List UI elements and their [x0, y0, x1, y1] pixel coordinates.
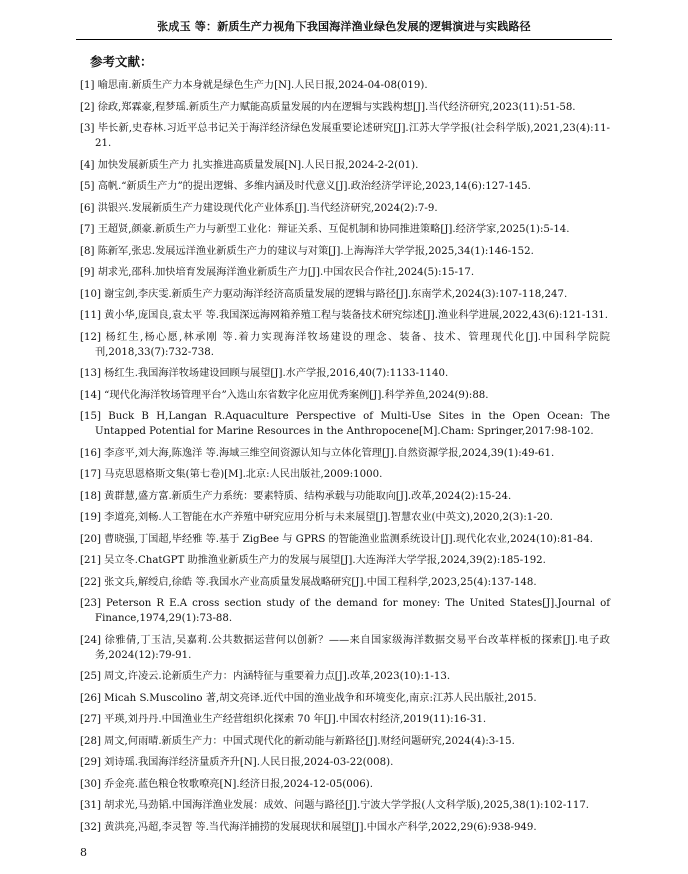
- reference-number: [20]: [80, 533, 101, 545]
- reference-item: [80, 222, 610, 237]
- reference-item: [80, 78, 610, 93]
- reference-number: [24]: [80, 634, 101, 646]
- reference-text: 李道亮,刘畅.人工智能在水产养殖中研究应用分析与未来展望[J].智慧农业(中英文),2020,2(3):1-20.: [104, 512, 553, 523]
- reference-text: 马克思恩格斯文集(第七卷)[M].北京:人民出版社,2009:1000.: [104, 469, 383, 480]
- reference-item: [80, 553, 610, 568]
- reference-number: [25]: [80, 671, 101, 682]
- reference-number: [1]: [80, 80, 95, 91]
- reference-item: [80, 446, 610, 461]
- reference-item: [80, 308, 610, 323]
- reference-number: [17]: [80, 469, 101, 480]
- reference-item: [80, 244, 610, 259]
- header-rule: [76, 39, 612, 40]
- reference-text: 高帆.“新质生产力”的提出逻辑、多维内涵及时代意义[J].政治经济学评论,2023,14(6):127-145.: [97, 181, 531, 192]
- reference-text: 加快发展新质生产力 扎实推进高质量发展[N].人民日报,2024-2-2(01).: [97, 159, 419, 171]
- reference-number: [14]: [80, 389, 101, 401]
- reference-text: Buck B H,Langan R.Aquaculture Perspective of Multi-Use Sites in the Open Ocean: The Untapped Potential for Marine Resources in the Anthropocene[M].Cham: Springer,2017:98-102.: [95, 411, 610, 437]
- reference-number: [11]: [80, 310, 101, 321]
- reference-text: 王超贤,颜豪.新质生产力与新型工业化：辩证关系、互促机制和协同推进策略[J].经济学家,2025(1):5-14.: [97, 224, 570, 235]
- reference-number: [4]: [80, 159, 95, 171]
- reference-text: 徐政,郑霖豪,程梦瑶.新质生产力赋能高质量发展的内在逻辑与实践构想[J].当代经济研究,2023(11):51-58.: [97, 101, 576, 113]
- page-number: 8: [80, 846, 87, 859]
- reference-number: [29]: [80, 757, 101, 768]
- reference-item: [80, 633, 610, 663]
- reference-item: [80, 330, 610, 360]
- reference-number: [26]: [80, 692, 101, 704]
- reference-text: 李彦平,刘大海,陈逸洋 等.海域三维空间资源认知与立体化管理[J].自然资源学报,2024,39(1):49-61.: [104, 447, 555, 459]
- reference-text: 杨红生.我国海洋牧场建设回顾与展望[J].水产学报,2016,40(7):1133-1140.: [104, 368, 449, 379]
- reference-number: [2]: [80, 101, 95, 113]
- reference-number: [16]: [80, 447, 101, 459]
- reference-number: [19]: [80, 512, 101, 523]
- reference-text: “现代化海洋牧场管理平台”入选山东省数字化应用优秀案例[J].科学养鱼,2024(9):88.: [104, 389, 489, 401]
- references-title: 参考文献：: [90, 54, 153, 69]
- reference-item: [80, 575, 610, 590]
- reference-item: [80, 121, 610, 151]
- reference-number: [8]: [80, 245, 95, 257]
- reference-item: [80, 265, 610, 280]
- reference-text: 吴立冬.ChatGPT 助推渔业新质生产力的发展与展望[J].大连海洋大学学报,2024,39(2):185-192.: [104, 555, 546, 566]
- reference-number: [22]: [80, 576, 101, 588]
- reference-number: [3]: [80, 123, 95, 134]
- reference-number: [13]: [80, 368, 101, 379]
- reference-text: 陈新军,张忠.发展远洋渔业新质生产力的建议与对策[J].上海海洋大学学报,2025,34(1):146-152.: [97, 245, 534, 257]
- reference-text: 黄洪亮,冯超,李灵智 等.当代海洋捕捞的发展现状和展望[J].中国水产科学,2022,29(6):938-949.: [104, 821, 537, 833]
- reference-number: [30]: [80, 778, 101, 790]
- reference-item: [80, 201, 610, 216]
- reference-item: [80, 532, 610, 547]
- reference-number: [7]: [80, 224, 95, 235]
- reference-text: 张文兵,解绶启,徐皓 等.我国水产业高质量发展战略研究[J].中国工程科学,2023,25(4):137-148.: [104, 576, 537, 588]
- reference-number: [18]: [80, 490, 101, 502]
- reference-number: [15]: [80, 411, 101, 422]
- reference-item: [80, 691, 610, 706]
- running-header: 张成玉 等：新质生产力视角下我国海洋渔业绿色发展的逻辑演进与实践路径: [157, 20, 531, 33]
- reference-text: 毕长新,史春林.习近平总书记关于海洋经济绿色发展重要论述研究[J].江苏大学学报(社会科学版),2021,23(4):11-21.: [95, 123, 610, 149]
- reference-item: [80, 179, 610, 194]
- reference-item: [80, 734, 610, 749]
- reference-text: Micah S.Muscolino 著,胡文亮译.近代中国的渔业战争和环境变化,南京:江苏人民出版社,2015.: [104, 692, 537, 704]
- reference-text: 洪银兴.发展新质生产力建设现代化产业体系[J].当代经济研究,2024(2):7-9.: [97, 202, 438, 214]
- reference-number: [6]: [80, 202, 95, 214]
- reference-text: 黄小华,庞国良,袁太平 等.我国深远海网箱养殖工程与装备技术研究综述[J].渔业科学进展,2022,43(6):121-131.: [104, 310, 608, 321]
- reference-item: [80, 798, 610, 813]
- reference-text: 胡求光,邵科.加快培育发展海洋渔业新质生产力[J].中国农民合作社,2024(5):15-17.: [97, 267, 475, 278]
- reference-number: [5]: [80, 181, 95, 192]
- reference-text: 曹晓强,丁国超,毕经雅 等.基于 ZigBee 与 GPRS 的智能渔业监测系统设计[J].现代化农业,2024(10):81-84.: [104, 533, 593, 545]
- reference-number: [23]: [80, 598, 101, 609]
- reference-number: [31]: [80, 800, 101, 811]
- reference-number: [12]: [80, 331, 101, 343]
- reference-text: 刘诗瑶.我国海洋经济量质齐升[N].人民日报,2024-03-22(008).: [104, 757, 394, 768]
- reference-number: [21]: [80, 555, 101, 566]
- reference-item: [80, 510, 610, 525]
- reference-number: [28]: [80, 735, 101, 747]
- reference-item: [80, 669, 610, 684]
- reference-item: [80, 755, 610, 770]
- reference-text: 平瑛,刘丹丹.中国渔业生产经营组织化探索 70 年[J].中国农村经济,2019(11):16-31.: [104, 714, 487, 725]
- reference-item: [80, 287, 610, 302]
- reference-text: 黄群慧,盛方富.新质生产力系统：要素特质、结构承载与功能取向[J].改革,2024(2):15-24.: [104, 490, 512, 502]
- reference-text: 乔金亮.蓝色粮仓牧歌嘹亮[N].经济日报,2024-12-05(006).: [104, 778, 373, 790]
- reference-item: [80, 489, 610, 504]
- reference-text: 徐雅倩,丁玉洁,吴嘉莉.公共数据运营何以创新？——来自国家级海洋数据交易平台改革样板的探索[J].电子政务,2024(12):79-91.: [95, 634, 610, 661]
- reference-number: [9]: [80, 267, 95, 278]
- reference-text: 周文,何雨晴.新质生产力：中国式现代化的新动能与新路径[J].财经问题研究,2024(4):3-15.: [104, 735, 515, 747]
- reference-number: [10]: [80, 288, 101, 300]
- reference-text: 杨红生,杨心愿,林承刚 等.着力实现海洋牧场建设的理念、装备、技术、管理现代化[J].中国科学院院刊,2018,33(7):732-738.: [95, 331, 610, 358]
- reference-item: [80, 467, 610, 482]
- reference-number: [27]: [80, 714, 101, 725]
- reference-item: [80, 712, 610, 727]
- reference-item: [80, 100, 610, 115]
- reference-item: [80, 777, 610, 792]
- reference-item: [80, 820, 610, 835]
- reference-item: [80, 366, 610, 381]
- reference-item: [80, 388, 610, 403]
- reference-text: Peterson R E.A cross section study of the demand for money: The United States[J].Journal of Finance,1974,29(1):73-88.: [95, 598, 610, 624]
- reference-number: [32]: [80, 821, 101, 833]
- reference-text: 周文,许凌云.论新质生产力：内涵特征与重要着力点[J].改革,2023(10):1-13.: [104, 671, 451, 682]
- reference-text: 谢宝剑,李庆雯.新质生产力驱动海洋经济高质量发展的逻辑与路径[J].东南学术,2024(3):107-118,247.: [104, 288, 568, 300]
- reference-item: [80, 158, 610, 173]
- reference-item: [80, 409, 610, 439]
- reference-text: 胡求光,马劲韬.中国海洋渔业发展：成效、问题与路径[J].宁波大学学报(人文科学版),2025,38(1):102-117.: [104, 800, 590, 811]
- reference-item: [80, 596, 610, 626]
- reference-list: [80, 78, 610, 841]
- reference-text: 喻思南.新质生产力本身就是绿色生产力[N].人民日报,2024-04-08(019).: [97, 80, 428, 91]
